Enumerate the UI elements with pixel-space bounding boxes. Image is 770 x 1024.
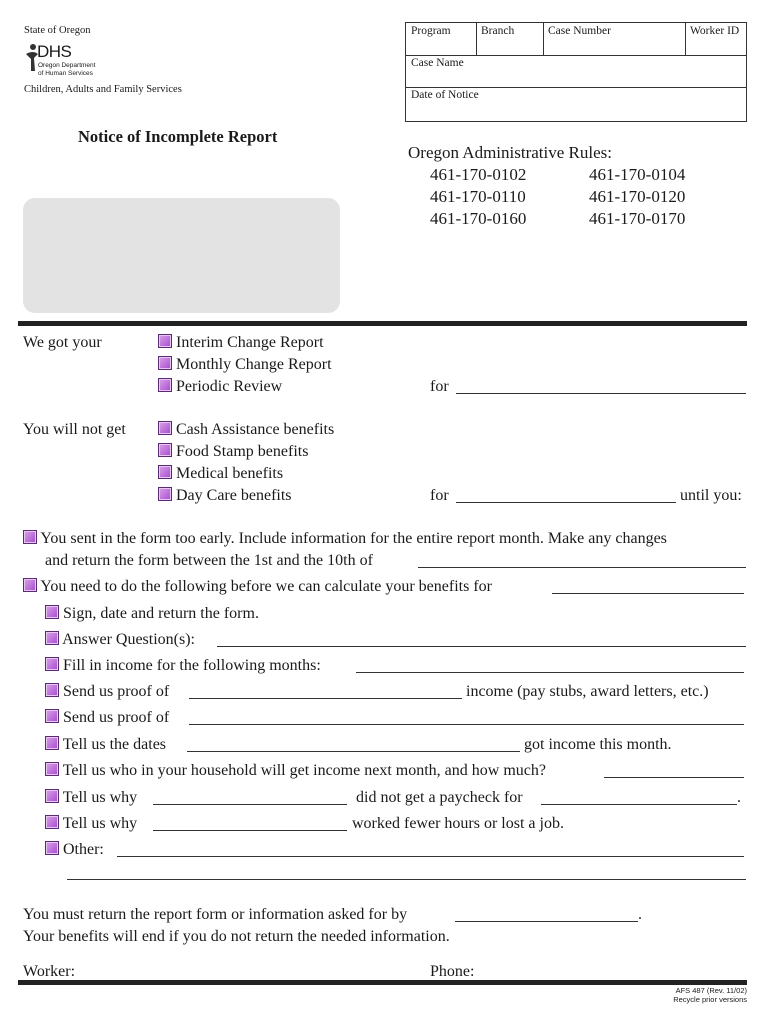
form-id: AFS 487 (Rev. 11/02) — [675, 986, 747, 995]
section-divider — [18, 321, 747, 326]
months-blank[interactable] — [356, 672, 744, 673]
period-mark: . — [638, 906, 642, 923]
option-cash-assistance: Cash Assistance benefits — [158, 421, 334, 439]
income-type-blank[interactable] — [189, 698, 462, 699]
until-label: until you: — [680, 487, 742, 504]
checkbox[interactable] — [45, 815, 59, 829]
case-name-field[interactable]: Case Name — [411, 57, 464, 69]
return-by-blank[interactable] — [455, 921, 638, 922]
checkbox[interactable] — [158, 443, 172, 457]
checkbox[interactable] — [45, 841, 59, 855]
other-blank-2[interactable] — [67, 879, 746, 880]
checkbox[interactable] — [158, 487, 172, 501]
option-interim-change: Interim Change Report — [158, 334, 324, 352]
program-field[interactable]: Program — [411, 25, 451, 37]
item-why-paycheck: Tell us why — [45, 789, 137, 807]
person-blank[interactable] — [153, 804, 347, 805]
logo-subtitle: Oregon Department — [38, 62, 96, 69]
checkbox[interactable] — [45, 762, 59, 776]
worker-label: Worker: — [23, 963, 76, 980]
checkbox[interactable] — [23, 530, 37, 544]
household-blank[interactable] — [604, 777, 744, 778]
state-label: State of Oregon — [24, 25, 91, 36]
checkbox[interactable] — [45, 736, 59, 750]
item-other: Other: — [45, 841, 104, 859]
checkbox[interactable] — [158, 421, 172, 435]
rule-code: 461-170-0160 — [430, 209, 527, 228]
recycle-note: Recycle prior versions — [673, 995, 747, 1004]
option-food-stamp: Food Stamp benefits — [158, 443, 308, 461]
will-not-get-label: You will not get — [23, 421, 126, 438]
for-period-blank[interactable] — [456, 393, 746, 394]
option-day-care: Day Care benefits — [158, 487, 292, 505]
for-label: for — [430, 378, 449, 395]
item-answer: Answer Question(s): — [45, 631, 195, 649]
for-label: for — [430, 487, 449, 504]
item-sign: Sign, date and return the form. — [45, 605, 259, 623]
rules-heading: Oregon Administrative Rules: — [408, 143, 612, 162]
benefit-period-blank[interactable] — [456, 502, 676, 503]
early-line2: and return the form between the 1st and the 10th of — [45, 552, 373, 569]
checkbox[interactable] — [158, 356, 172, 370]
checkbox[interactable] — [45, 709, 59, 723]
paycheck-text: did not get a paycheck for — [356, 789, 523, 806]
hours-text: worked fewer hours or lost a job. — [352, 815, 564, 832]
page-title: Notice of Incomplete Report — [78, 127, 278, 146]
option-periodic-review: Periodic Review — [158, 378, 282, 396]
address-box[interactable] — [23, 198, 340, 313]
person-blank[interactable] — [153, 830, 347, 831]
option-monthly-change: Monthly Change Report — [158, 356, 332, 374]
item-dates: Tell us the dates — [45, 736, 166, 754]
other-blank[interactable] — [117, 856, 744, 857]
must-return-text: You must return the report form or information asked for by — [23, 906, 408, 923]
checkbox[interactable] — [45, 683, 59, 697]
we-got-label: We got your — [23, 334, 102, 351]
checkbox[interactable] — [158, 378, 172, 392]
footer-divider — [18, 980, 747, 985]
checkbox[interactable] — [45, 631, 59, 645]
checkbox[interactable] — [45, 657, 59, 671]
rule-code: 461-170-0102 — [430, 165, 527, 184]
item-why-hours: Tell us why — [45, 815, 137, 833]
checkbox[interactable] — [45, 605, 59, 619]
early-option: You sent in the form too early. Include information for the entire report month. Make any changes — [23, 530, 667, 548]
proof-blank[interactable] — [189, 724, 744, 725]
dhs-logo — [24, 40, 104, 78]
person-blank[interactable] — [187, 751, 520, 752]
benefits-period-blank[interactable] — [552, 593, 744, 594]
division-label: Children, Adults and Family Services — [24, 84, 182, 95]
item-proof-other: Send us proof of — [45, 709, 169, 727]
item-household: Tell us who in your household will get income next month, and how much? — [45, 762, 546, 780]
logo-subtitle: of Human Services — [38, 70, 93, 77]
branch-field[interactable]: Branch — [481, 25, 515, 37]
benefits-end-text: Your benefits will end if you do not return the needed information. — [23, 928, 450, 945]
item-fill-income: Fill in income for the following months: — [45, 657, 321, 675]
need-option: You need to do the following before we can calculate your benefits for — [23, 578, 492, 596]
rule-code: 461-170-0170 — [589, 209, 686, 228]
pay-period-blank[interactable] — [541, 804, 737, 805]
checkbox[interactable] — [45, 789, 59, 803]
dates-text: got income this month. — [524, 736, 672, 753]
rule-code: 461-170-0120 — [589, 187, 686, 206]
rule-code: 461-170-0104 — [589, 165, 686, 184]
phone-label: Phone: — [430, 963, 475, 980]
option-medical: Medical benefits — [158, 465, 283, 483]
case-info-box — [405, 22, 747, 122]
case-number-field[interactable]: Case Number — [548, 25, 611, 37]
dhs-wordmark: DHS — [37, 42, 72, 61]
item-proof-income: Send us proof of — [45, 683, 169, 701]
period-mark: . — [737, 789, 741, 806]
checkbox[interactable] — [23, 578, 37, 592]
date-of-notice-field[interactable]: Date of Notice — [411, 89, 479, 101]
month-blank[interactable] — [418, 567, 746, 568]
rule-code: 461-170-0110 — [430, 187, 526, 206]
worker-id-field[interactable]: Worker ID — [690, 25, 740, 37]
income-proof-text: income (pay stubs, award letters, etc.) — [466, 683, 709, 700]
questions-blank[interactable] — [217, 646, 746, 647]
checkbox[interactable] — [158, 334, 172, 348]
checkbox[interactable] — [158, 465, 172, 479]
